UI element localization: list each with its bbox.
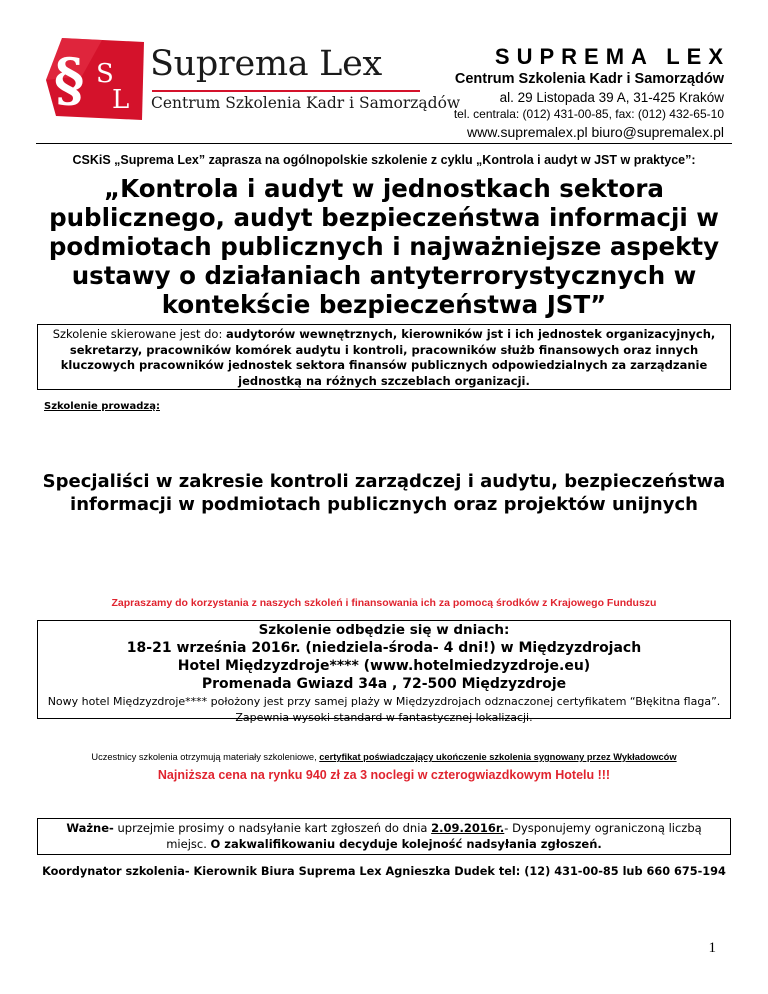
important-bold-end: O zakwalifikowaniu decyduje kolejność nadsyłania zgłoszeń. <box>210 837 602 851</box>
target-intro: Szkolenie skierowane jest do: <box>52 327 226 341</box>
page-number: 1 <box>708 940 716 956</box>
dates-heading: Szkolenie odbędzie się w dniach: <box>258 622 510 638</box>
dates-range: 18-21 września 2016r. (niedziela-środa- 4 dni!) w Międzyzdrojach <box>126 640 642 656</box>
svg-text:S: S <box>96 59 114 89</box>
certificate-line <box>0 752 768 762</box>
coordinator-line: Koordynator szkolenia- Kierownik Biura Suprema Lex Agnieszka Dudek tel: (12) 431-00-85 lub 660 675-194 <box>42 865 726 878</box>
hotel-address: Promenada Gwiazd 34a , 72-500 Międzyzdroje <box>201 676 567 692</box>
price-line: Najniższa cena na rynku 940 zł za 3 noclegi w czterogwiazdkowym Hotelu !!! <box>157 768 611 782</box>
dates-venue-box <box>37 620 731 724</box>
important-label: Ważne- <box>66 821 114 835</box>
logo-name: Suprema Lex <box>150 44 382 84</box>
promo-line: Zapraszamy do korzystania z naszych szkoleń i finansowania ich za pomocą środków z Krajowego Funduszu <box>111 597 657 609</box>
training-title: „Kontrola i audyt w jednostkach sektora publicznego, audyt bezpieczeństwa informacji w podmiotach publicznych i najważniejsze aspekty ustawy o działaniach antyterrorystycznych w kontekście bezpieczeństwa JST” <box>48 174 720 319</box>
target-audience-box <box>37 324 731 390</box>
svg-text:§: § <box>54 46 85 114</box>
important-box <box>37 818 731 855</box>
invite-line: CSKiS „Suprema Lex” zaprasza na ogólnopolskie szkolenie z cyklu „Kontrola i audyt w JST w praktyce”: <box>72 153 696 167</box>
deadline-date: 2.09.2016r. <box>431 821 505 835</box>
logo-tagline: Centrum Szkolenia Kadr i Samorządów <box>151 94 461 112</box>
header-address: al. 29 Listopada 39 A, 31-425 Kraków <box>499 90 724 105</box>
header-phones: tel. centrala: (012) 431-00-85, fax: (012) 432-65-10 <box>453 107 724 121</box>
trainers-label: Szkolenie prowadzą: <box>44 401 160 412</box>
header-web-email[interactable]: www.supremalex.pl biuro@supremalex.pl <box>467 124 724 140</box>
hotel-name: Hotel Międzyzdroje**** (www.hotelmiedzyzdroje.eu) <box>177 658 591 674</box>
certificate-underlined: certyfikat poświadczający ukończenie szkolenia sygnowany przez Wykładowców <box>319 752 677 762</box>
suprema-lex-logo-icon <box>42 36 150 122</box>
logo-rule <box>152 90 420 92</box>
certificate-intro: Uczestnicy szkolenia otrzymują materiały szkoleniowe, <box>91 752 320 762</box>
header-brand: SUPREMA LEX <box>494 44 730 69</box>
hotel-note: Nowy hotel Międzyzdroje**** położony jest przy samej plaży w Międzyzdrojach odznaczonej certyfikatem “Błękitna flaga”. Zapewnia wysoki standard w fantastycznej lokalizacji. <box>47 695 721 724</box>
target-audience: audytorów wewnętrznych, kierowników jst i ich jednostek organizacyjnych, sekretarzy, pracowników komórek audytu i kontroli, pracowników służb finansowych oraz innych kluczowych pracowników jednostek sektora finansów publicznych odpowiedzialnych za zarządzanie jednostką na różnych szczeblach organizacji. <box>60 327 716 388</box>
trainers-description: Specjaliści w zakresie kontroli zarządczej i audytu, bezpieczeństwa informacji w podmiotach publicznych oraz projektów unijnych <box>42 471 726 515</box>
header-subtitle: Centrum Szkolenia Kadr i Samorządów <box>454 71 724 87</box>
important-text-1: uprzejmie prosimy o nadsyłanie kart zgłoszeń do dnia <box>113 821 432 835</box>
svg-text:L: L <box>112 85 130 115</box>
important-text-2: - Dysponujemy ograniczoną liczbą miejsc. <box>166 821 702 851</box>
header-divider <box>36 143 732 144</box>
header-contact-block <box>453 44 730 142</box>
